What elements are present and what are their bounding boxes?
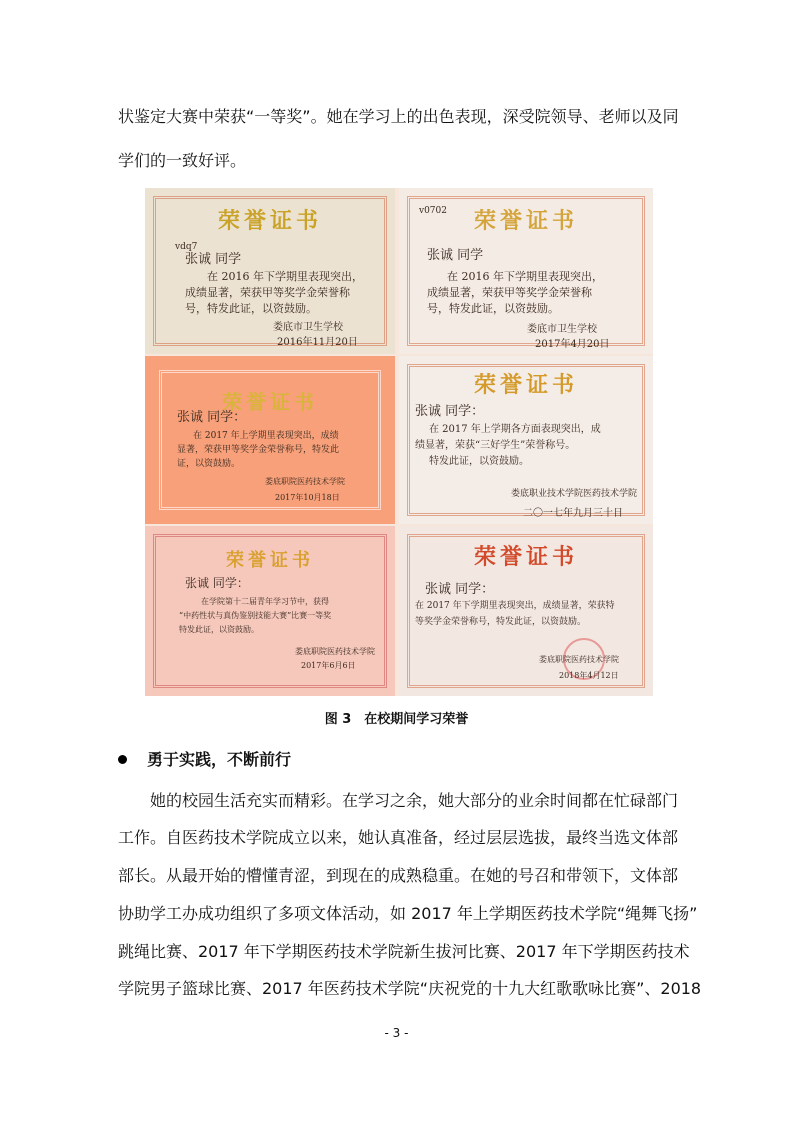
certificate-text: 成绩显著，荣获甲等奖学金荣誉称 bbox=[427, 286, 592, 299]
certificate-date: 二〇一七年九月三十日 bbox=[523, 508, 623, 519]
certificate-text: 在 2016 年下学期里表现突出， bbox=[207, 270, 363, 283]
certificate-title: 荣誉证书 bbox=[222, 390, 318, 414]
certificate-text: 号，特发此证，以资鼓励。 bbox=[185, 302, 317, 315]
certificate-issuer: 娄底职院医药技术学院 bbox=[265, 477, 345, 486]
certificate-text: 在 2017 年上学期里表现突出，成绩 bbox=[193, 431, 339, 441]
certificate bbox=[145, 526, 395, 696]
page-number: - 3 - bbox=[384, 1026, 409, 1040]
certificate-date: 2017年4月20日 bbox=[535, 339, 610, 350]
certificate-date: 2017年6月6日 bbox=[301, 661, 356, 670]
paragraph-line: 工作。自医药技术学院成立以来，她认真准备，经过层层选拔，最终当选文体部 bbox=[118, 828, 679, 847]
certificate-text: 特发此证，以资鼓励。 bbox=[429, 456, 529, 467]
certificate-text: 证，以资鼓励。 bbox=[177, 459, 241, 469]
certificate-title: 荣誉证书 bbox=[226, 550, 314, 571]
certificate-issuer: 娄底市卫生学校 bbox=[527, 324, 597, 335]
certificate-issuer: 娄底市卫生学校 bbox=[273, 322, 343, 333]
figure-caption: 图 3 在校期间学习荣誉 bbox=[324, 712, 469, 727]
certificate-recipient: 张诚 同学： bbox=[425, 582, 495, 597]
certificate-issuer: 娄底职院医药技术学院 bbox=[295, 647, 375, 656]
certificate-date: 2018年4月12日 bbox=[559, 671, 619, 680]
certificate-date: 2017年10月18日 bbox=[275, 493, 340, 502]
certificate bbox=[399, 188, 653, 354]
certificate bbox=[399, 356, 653, 524]
certificate-title: 荣誉证书 bbox=[217, 208, 322, 234]
certificate-issuer: 娄底职院医药技术学院 bbox=[539, 655, 619, 664]
certificate-title: 荣誉证书 bbox=[473, 208, 578, 234]
bullet-icon bbox=[118, 755, 127, 764]
paragraph-line: 学院男子篮球比赛、2017 年医药技术学院“庆祝党的十九大红歌歌咏比赛”、2018 bbox=[118, 979, 702, 998]
certificate-date: 2016年11月20日 bbox=[277, 337, 358, 348]
certificate-text: 成绩显著，荣获甲等奖学金荣誉称 bbox=[185, 286, 350, 299]
paragraph-line: 协助学工办成功组织了多项文体活动，如 2017 年上学期医药技术学院“绳舞飞扬” bbox=[118, 904, 698, 923]
certificate-text: 在学院第十二届青年学习节中，获得 bbox=[201, 597, 329, 606]
certificate-code: v0702 bbox=[419, 206, 447, 216]
certificate bbox=[399, 526, 653, 696]
section-heading bbox=[118, 747, 291, 770]
certificate-recipient: 张诚 同学： bbox=[185, 576, 249, 590]
certificates-figure bbox=[145, 188, 653, 696]
section-heading-text: 勇于实践，不断前行 bbox=[147, 750, 292, 769]
certificate-recipient: 张诚 同学： bbox=[415, 404, 485, 419]
certificate-recipient: 张诚 同学 bbox=[427, 248, 484, 263]
certificate-text: 在 2016 年下学期里表现突出， bbox=[447, 270, 603, 283]
certificate-text: 在 2017 年上学期各方面表现突出，成 bbox=[429, 424, 601, 435]
certificate-code: vdq7 bbox=[175, 242, 198, 252]
certificate-text: 显著，荣获甲等奖学金荣誉称号，特发此 bbox=[177, 445, 340, 455]
certificate-text: 等奖学金荣誉称号，特发此证，以资鼓励。 bbox=[415, 617, 587, 627]
paragraph-line: 部长。从最开始的懵懂青涩，到现在的成熟稳重。在她的号召和带领下，文体部 bbox=[118, 866, 679, 885]
certificate bbox=[145, 188, 395, 354]
certificate-text: 特发此证，以资鼓励。 bbox=[179, 625, 259, 634]
certificate-text: 绩显著，荣获“三好学生”荣誉称号。 bbox=[415, 440, 576, 451]
certificate-text: 号，特发此证，以资鼓励。 bbox=[427, 302, 559, 315]
certificate-text: 在 2017 年下学期里表现突出，成绩显著，荣获特 bbox=[415, 601, 615, 611]
paragraph-line: 她的校园生活充实而精彩。在学习之余，她大部分的业余时间都在忙碌部门 bbox=[118, 791, 679, 810]
paragraph-line: 跳绳比赛、2017 年下学期医药技术学院新生拔河比赛、2017 年下学期医药技术 bbox=[118, 942, 690, 961]
certificate-issuer: 娄底职业技术学院医药技术学院 bbox=[511, 489, 638, 499]
certificate bbox=[145, 356, 395, 524]
certificate-title: 荣誉证书 bbox=[473, 544, 578, 570]
certificate-title: 荣誉证书 bbox=[473, 372, 578, 398]
certificate-recipient: 张诚 同学： bbox=[177, 410, 247, 425]
certificate-text: “中药性状与真伪鉴别技能大赛”比赛一等奖 bbox=[179, 611, 332, 620]
paragraph-line: 学们的一致好评。 bbox=[118, 151, 247, 170]
certificate-recipient: 张诚 同学 bbox=[185, 252, 242, 267]
paragraph-line: 状鉴定大赛中荣获“一等奖”。她在学习上的出色表现，深受院领导、老师以及同 bbox=[118, 107, 679, 126]
